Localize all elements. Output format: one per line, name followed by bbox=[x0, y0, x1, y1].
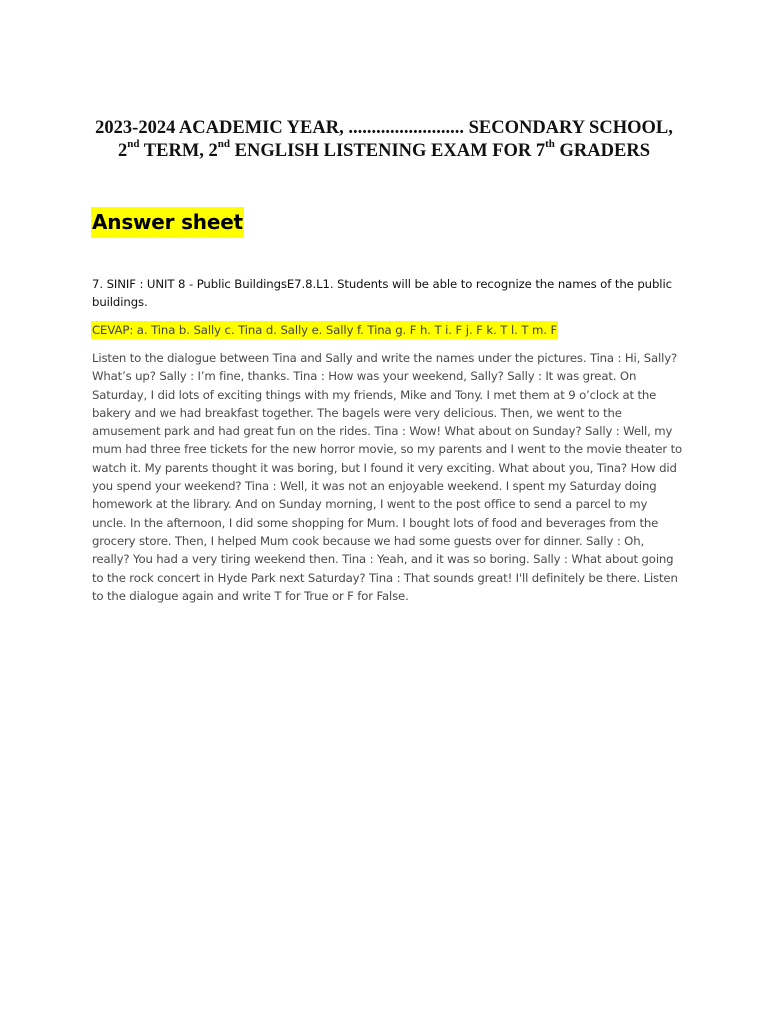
answer-sheet-heading: Answer sheet bbox=[91, 207, 244, 238]
exam-title-sup2: nd bbox=[217, 138, 231, 151]
answer-key-line: CEVAP: a. Tina b. Sally c. Tina d. Sally e. Sally f. Tina g. F h. T i. F j. F k. T l. T m. F bbox=[92, 323, 558, 337]
exam-title-part1: 2023-2024 ACADEMIC YEAR, ......................... SECONDARY SCHOOL, 2 bbox=[95, 118, 673, 161]
dialogue-paragraph: Listen to the dialogue between Tina and Sally and write the names under the pictures. Tina : Hi, Sally? What’s up? Sally : I’m fine, thanks. Tina : How was your weekend, Sally? Sally : It was great. On Saturday, I did lots of exciting things with my friends, Mike and Tony. I met them at 9 o’clock at the bakery and we had breakfast together. The bagels were very delicious. Then, we went to the amusement park and had great fun on the rides. Tina : Wow! What about on Sunday? Sally : Well, my mum had three free tickets for the new horror movie, so my parents and I went to the movie theater to watch it. My parents thought it was boring, but I found it very exciting. What about you, Tina? How did you spend your weekend? Tina : Well, it was not an enjoyable weekend. I spent my Saturday doing homework at the library. And on Sunday morning, I went to the post office to send a parcel to my uncle. In the afternoon, I did some shopping for Mum. I bought lots of food and beverages from the grocery store. Then, I helped Mum cook because we had some guests over for dinner. Sally : Oh, really? You had a very tiring weekend then. Tina : Yeah, and it was so boring. Sally : What about going to the rock concert in Hyde Park next Saturday? Tina : That sounds great! I'll definitely be there. Listen to the dialogue again and write T for True or F for False. bbox=[92, 351, 682, 603]
exam-title-sup1: nd bbox=[127, 138, 140, 151]
exam-title-sup3: th bbox=[545, 138, 555, 151]
unit-objective-line: 7. SINIF : UNIT 8 - Public BuildingsE7.8.L1. Students will be able to recognize the names of the public buildings. bbox=[92, 277, 672, 309]
exam-title bbox=[92, 117, 676, 162]
exam-title-part2: TERM, 2 bbox=[139, 140, 218, 161]
exam-title-part4: GRADERS bbox=[554, 140, 650, 161]
exam-title-part3: ENGLISH LISTENING EXAM FOR 7 bbox=[230, 140, 546, 161]
